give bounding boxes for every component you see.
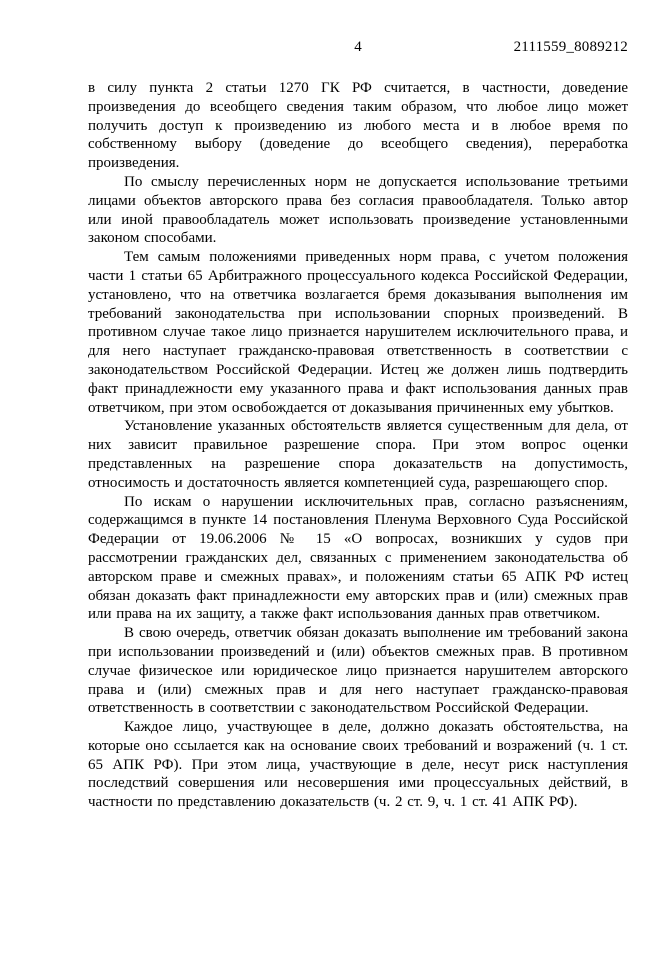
page-header — [88, 37, 628, 57]
paragraph: По искам о нарушении исключительных прав, согласно разъяснениям, содержащимся в пункте 14 постановления Пленума Верховного Суда Российской Федерации от 19.06.2006 № 15 «О вопросах, возникших у судов при рассмотрении гражданских дел, связанных с применением законодательства об авторском праве и смежных правах», и положениям статьи 65 АПК РФ истец обязан доказать факт принадлежности ему авторских прав и (или) смежных прав или права на их защиту, а также факт использования данных прав ответчиком. — [88, 493, 628, 623]
paragraph: По смыслу перечисленных норм не допускается использование третьими лицами объектов авторского права без согласия правообладателя. Только автор или иной правообладатель может использовать произведение установленными законом способами. — [88, 173, 628, 247]
document-body — [88, 79, 628, 812]
paragraph: В свою очередь, ответчик обязан доказать выполнение им требований закона при использовании произведений и (или) объектов смежных прав. В противном случае физическое или юридическое лицо признается нарушителем авторского права и (или) смежных прав и для него наступает гражданско-правовая ответственность в соответствии с законодательством Российской Федерации. — [88, 625, 628, 717]
document-id: 2111559_8089212 — [513, 39, 628, 55]
paragraph: в силу пункта 2 статьи 1270 ГК РФ считается, в частности, доведение произведения до всеобщего сведения таким образом, что любое лицо может получить доступ к произведению из любого места и в любое время по собственному выбору (доведение до всеобщего сведения), переработка произведения. — [88, 80, 628, 172]
paragraph: Тем самым положениями приведенных норм права, с учетом положения части 1 статьи 65 Арбитражного процессуального кодекса Российской Федерации, установлено, что на ответчика возлагается бремя доказывания выполнения им требований законодательства при использовании спорных произведений. В противном случае такое лицо признается нарушителем исключительного права, и для него наступает гражданско-правовая ответственность в соответствии с законодательством Российской Федерации. Истец же должен лишь подтвердить факт принадлежности ему указанного права и факт использования данных прав ответчиком, при этом освобождается от доказывания причиненных ему убытков. — [88, 249, 628, 416]
paragraph: Установление указанных обстоятельств является существенным для дела, от них зависит правильное разрешение спора. При этом вопрос оценки представленных на разрешение спора доказательств на допустимость, относимость и достаточность является компетенцией суда, разрешающего спор. — [88, 418, 628, 491]
paragraph: Каждое лицо, участвующее в деле, должно доказать обстоятельства, на которые оно ссылается как на основание своих требований и возражений (ч. 1 ст. 65 АПК РФ). При этом лица, участвующие в деле, несут риск наступления последствий совершения или несовершения ими процессуальных действий, в частности по представлению доказательств (ч. 2 ст. 9, ч. 1 ст. 41 АПК РФ). — [88, 719, 628, 811]
page-number: 4 — [354, 39, 362, 55]
